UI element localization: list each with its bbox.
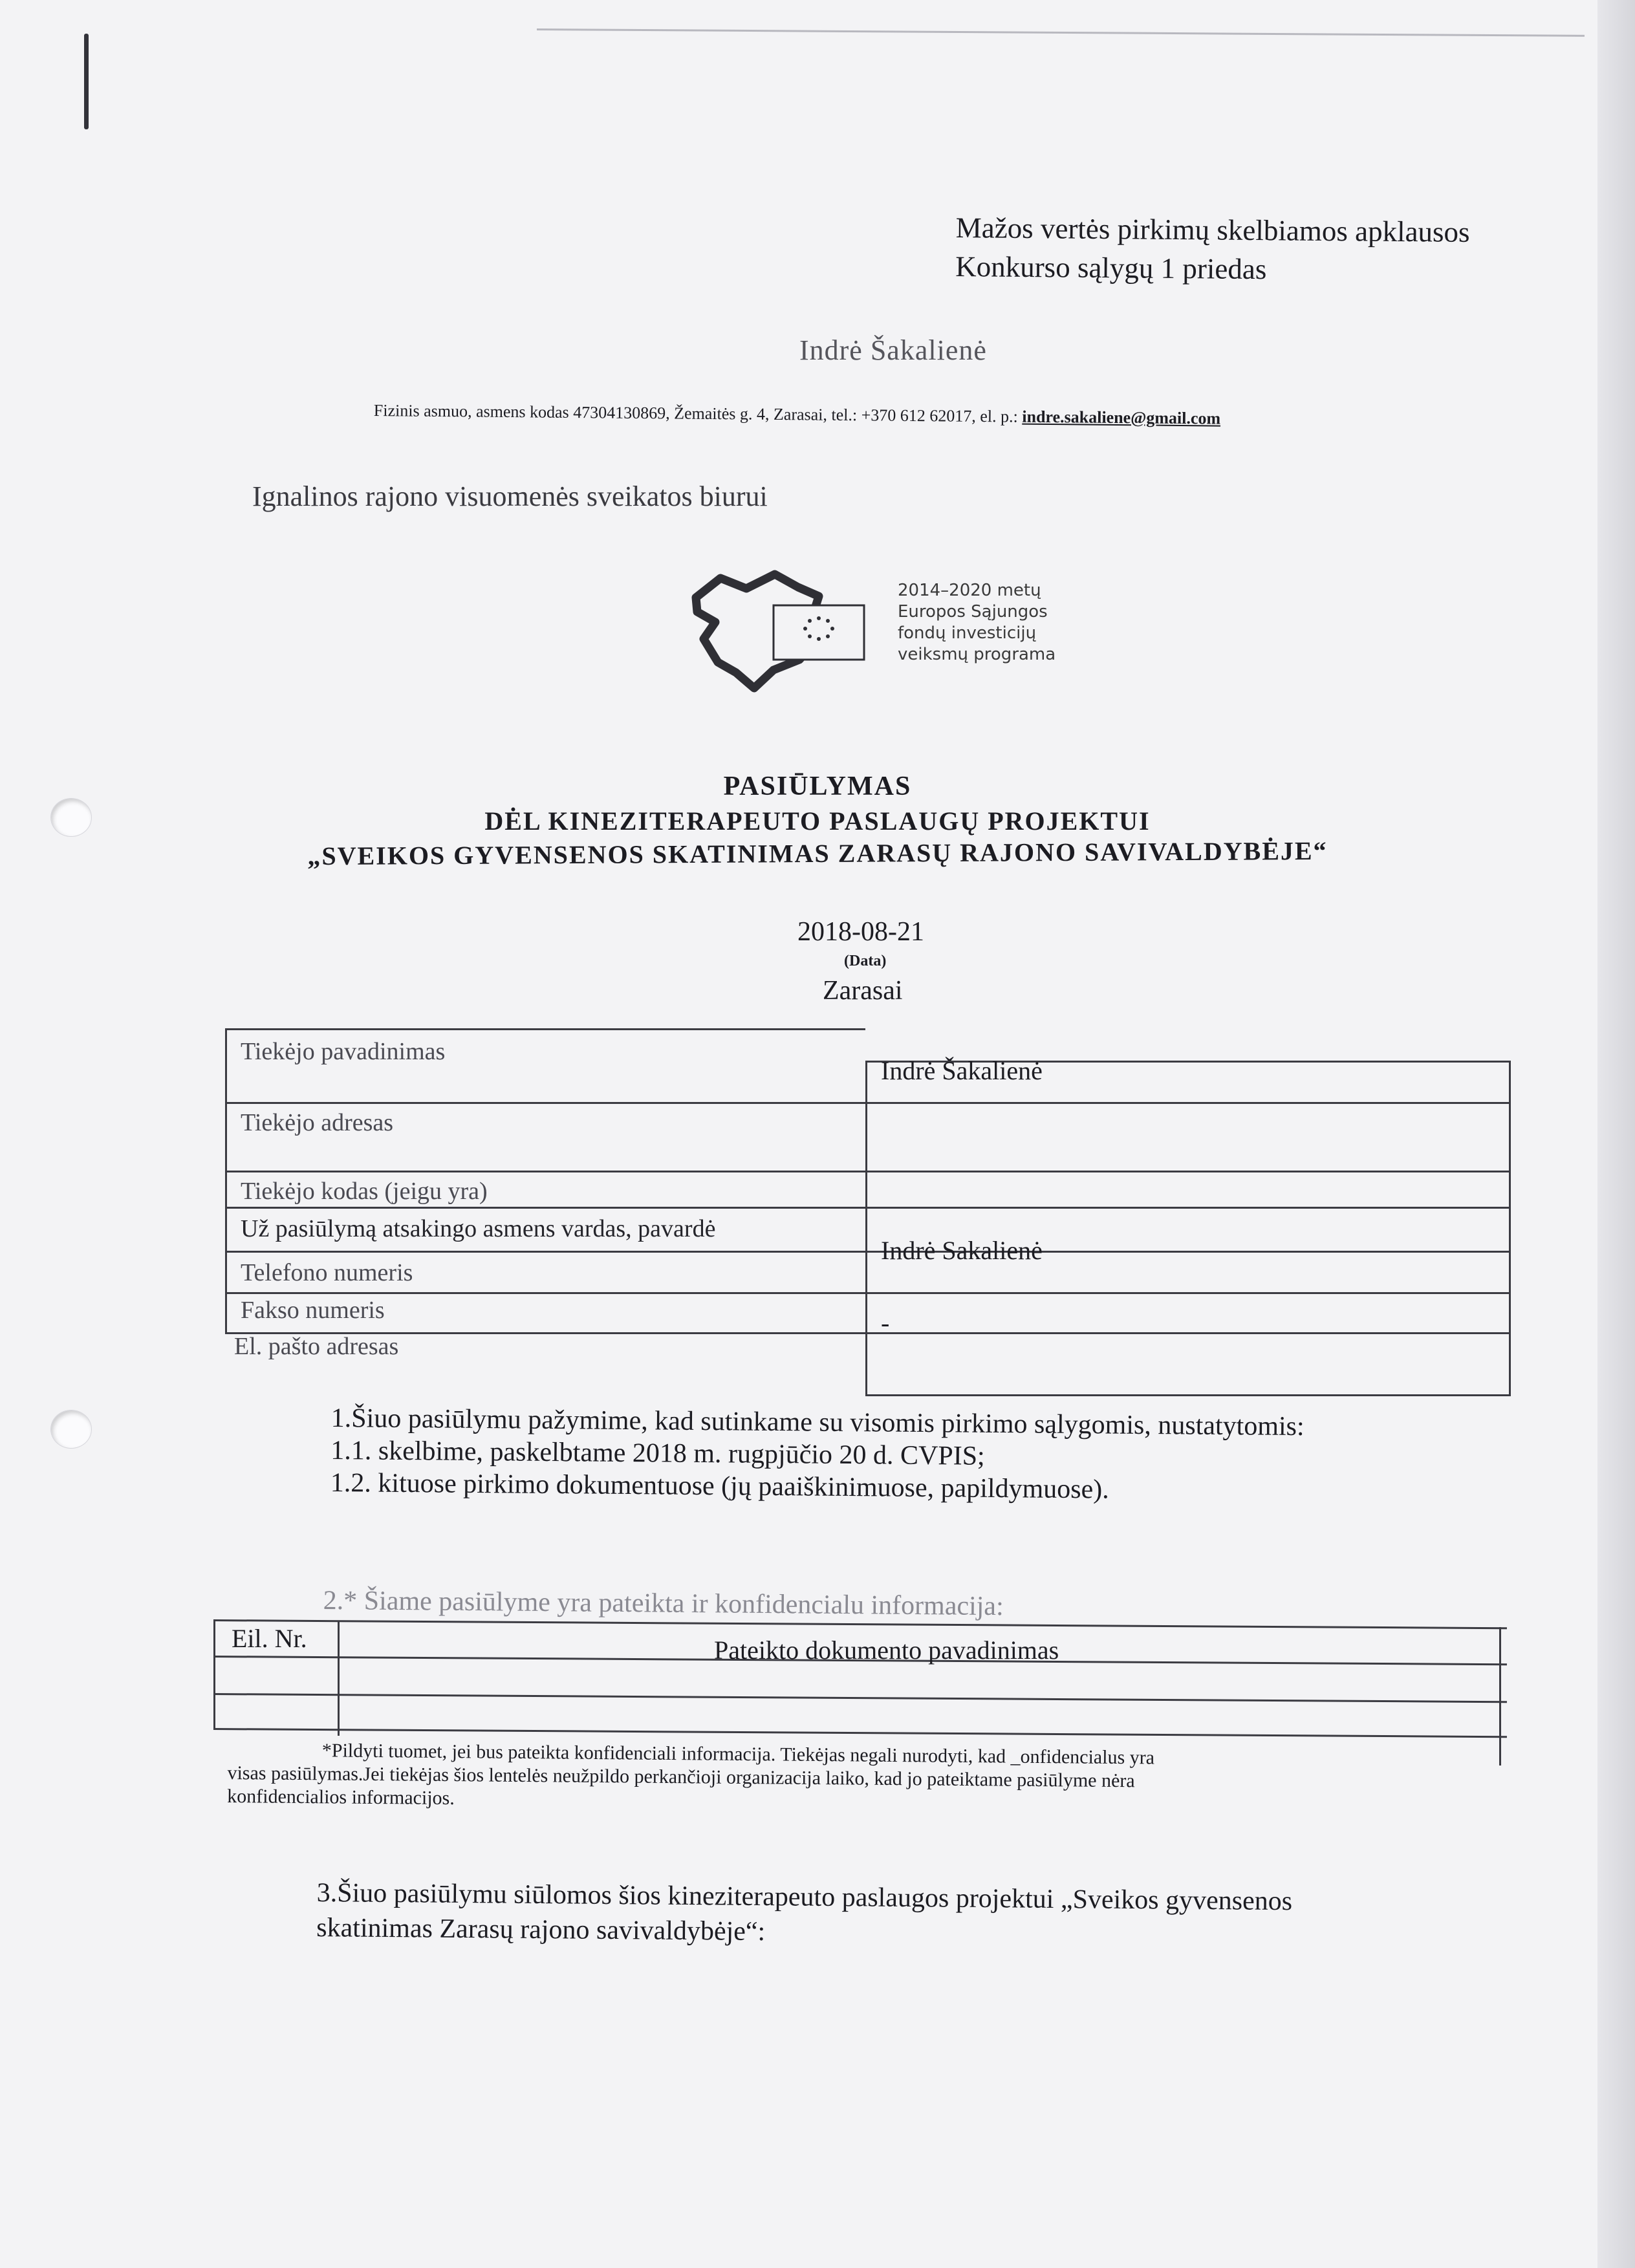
project-title: „SVEIKOS GYVENSENOS SKATINIMAS ZARASŲ RAJONO SAVIVALDYBĖJE“ (307, 836, 1328, 871)
table-border (225, 1332, 1511, 1334)
addressee: Ignalinos rajono visuomenės sveikatos biurui (252, 481, 768, 512)
table-border (225, 1292, 1511, 1294)
punch-hole-icon (50, 1410, 92, 1449)
author-contacts (374, 401, 1221, 429)
table-border (1499, 1627, 1501, 1766)
section-1-item: 1.1. skelbime, paskelbtame 2018 m. rugpjūčio 20 d. CVPIS; (330, 1435, 985, 1471)
section-2-heading: 2.* Šiame pasiūlyme yra pateikta ir konfidencialu informacija: (323, 1586, 1004, 1622)
section-1-intro: 1.Šiuo pasiūlymu pažymime, kad sutinkame su visomis pirkimo sąlygomis, nustatytomis: (330, 1403, 1305, 1442)
footnote-line: konfidencialios informacijos. (227, 1785, 455, 1809)
document-place: Zarasai (823, 976, 903, 1006)
section-3-line: 3.Šiuo pasiūlymu siūlomos šios kineziterapeuto paslaugos projektui „Sveikos gyvensenos (316, 1877, 1293, 1917)
annex-line-1: Mažos vertės pirkimų skelbiamos apklausos (955, 211, 1470, 248)
document-title: PASIŪLYMAS (723, 772, 912, 801)
contacts-text: Fizinis asmuo, asmens kodas 47304130869, Žemaitės g. 4, Zarasai, tel.: +370 612 62017, el. p.: (373, 401, 1018, 426)
logo-caption-line: veiksmų programa (898, 645, 1056, 664)
supplier-row-label: Tiekėjo kodas (jeigu yra) (241, 1178, 488, 1205)
staple-mark (84, 34, 89, 129)
table-border (225, 1028, 865, 1030)
scan-right-edge (1597, 0, 1635, 2268)
logo-caption (898, 580, 1056, 665)
table-border (225, 1207, 1511, 1209)
supplier-row-label: Už pasiūlymą atsakingo asmens vardas, pavardė (241, 1215, 716, 1242)
table-border (225, 1028, 227, 1332)
section-3 (316, 1875, 1292, 1954)
table-border (213, 1728, 1507, 1738)
eu-funds-logo-icon (689, 567, 877, 696)
scan-edge-line (537, 28, 1585, 37)
table-border (865, 1061, 867, 1394)
section-1-item: 1.2. kituose pirkimo dokumentuose (jų paaiškinimuose, papildymuose). (330, 1467, 1109, 1505)
logo-caption-line: Europos Sąjungos (898, 602, 1048, 621)
table-border (338, 1621, 340, 1736)
section-1 (330, 1402, 1305, 1507)
supplier-row-value: Indrė Šakalienė (881, 1056, 1043, 1085)
supplier-row-label: Telefono numeris (241, 1259, 413, 1286)
table-border (225, 1171, 1511, 1172)
supplier-row-label: El. pašto adresas (234, 1333, 399, 1360)
table-border (213, 1693, 1507, 1703)
confidential-footnote (227, 1738, 1154, 1817)
section-3-line: skatinimas Zarasų rajono savivaldybėje“: (316, 1912, 766, 1947)
supplier-row-label: Fakso numeris (241, 1297, 385, 1324)
table-border (865, 1394, 1511, 1396)
author-name: Indrė Šakalienė (799, 334, 987, 366)
date-caption: (Data) (844, 953, 887, 969)
annex-header (955, 208, 1470, 290)
confidential-col-document: Pateikto dokumento pavadinimas (714, 1636, 1059, 1665)
logo-caption-line: 2014–2020 metų (898, 581, 1041, 600)
document-date: 2018-08-21 (797, 917, 924, 947)
table-border (213, 1619, 215, 1728)
supplier-row-label: Tiekėjo pavadinimas (241, 1038, 446, 1065)
supplier-row-value: - (881, 1308, 890, 1337)
table-border (225, 1102, 1511, 1104)
footnote-line: *Pildyti tuomet, jei bus pateikta konfidenciali informacija. Tiekėjas negali nurodyti, kad _onfidencialus yra (321, 1740, 1155, 1769)
supplier-row-value: Indrė Sakalienė (881, 1236, 1043, 1265)
annex-line-2: Konkurso sąlygų 1 priedas (955, 250, 1267, 286)
supplier-row-label: Tiekėjo adresas (241, 1109, 394, 1136)
confidential-col-number: Eil. Nr. (232, 1624, 307, 1653)
logo-caption-line: fondų investicijų (898, 623, 1037, 643)
email-link[interactable]: indre.sakaliene@gmail.com (1022, 407, 1221, 428)
footnote-line: visas pasiūlymas.Jei tiekėjas šios lentelės neužpildo perkančioji organizacija laiko, kad jo pateiktame pasiūlyme nėra (227, 1762, 1135, 1792)
document-subtitle: DĖL KINEZITERAPEUTO PASLAUGŲ PROJEKTUI (484, 806, 1151, 836)
table-border (225, 1251, 1511, 1253)
table-border (1509, 1061, 1511, 1394)
